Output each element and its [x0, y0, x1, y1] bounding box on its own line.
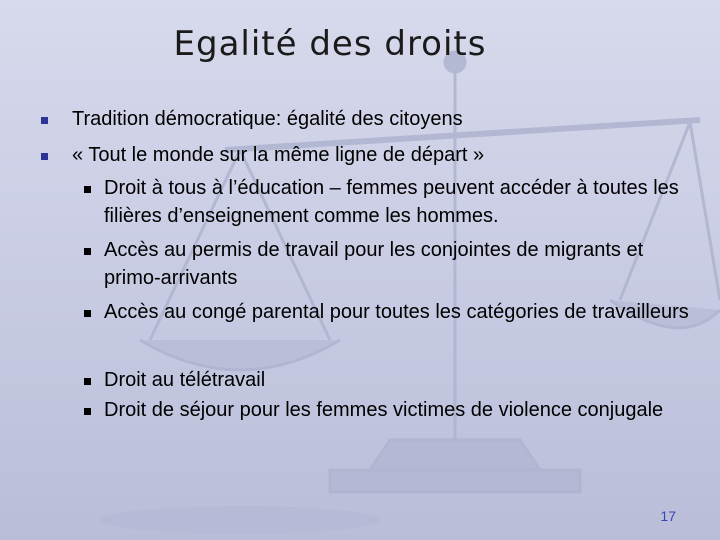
sub-bullet-square-icon	[84, 310, 91, 317]
slide-title: Egalité des droits	[173, 24, 487, 64]
sub-bullet-square-icon	[84, 186, 91, 193]
bullet-square-icon	[41, 153, 48, 160]
sub-bullet-item: Accès au permis de travail pour les conjointes de migrants et primo-arrivants	[104, 239, 644, 289]
sub-bullet-item: Droit à tous à l’éducation – femmes peuvent accéder à toutes les filières d’enseignement comme les hommes.	[104, 177, 679, 227]
sub-bullet-square-icon	[84, 248, 91, 255]
bullet-item: Tradition démocratique: égalité des citoyens	[72, 108, 463, 130]
sub-bullet-square-icon	[84, 378, 91, 385]
sub-bullet-item: Accès au congé parental pour toutes les catégories de travailleurs	[104, 301, 689, 323]
sub-bullet-item: Droit de séjour pour les femmes victimes de violence conjugale	[104, 399, 664, 421]
sub-bullet-square-icon	[84, 408, 91, 415]
bullet-item: « Tout le monde sur la même ligne de départ »	[72, 144, 485, 166]
sub-bullet-item: Droit au télétravail	[104, 369, 266, 391]
page-number: 17	[660, 508, 676, 524]
bullet-square-icon	[41, 117, 48, 124]
